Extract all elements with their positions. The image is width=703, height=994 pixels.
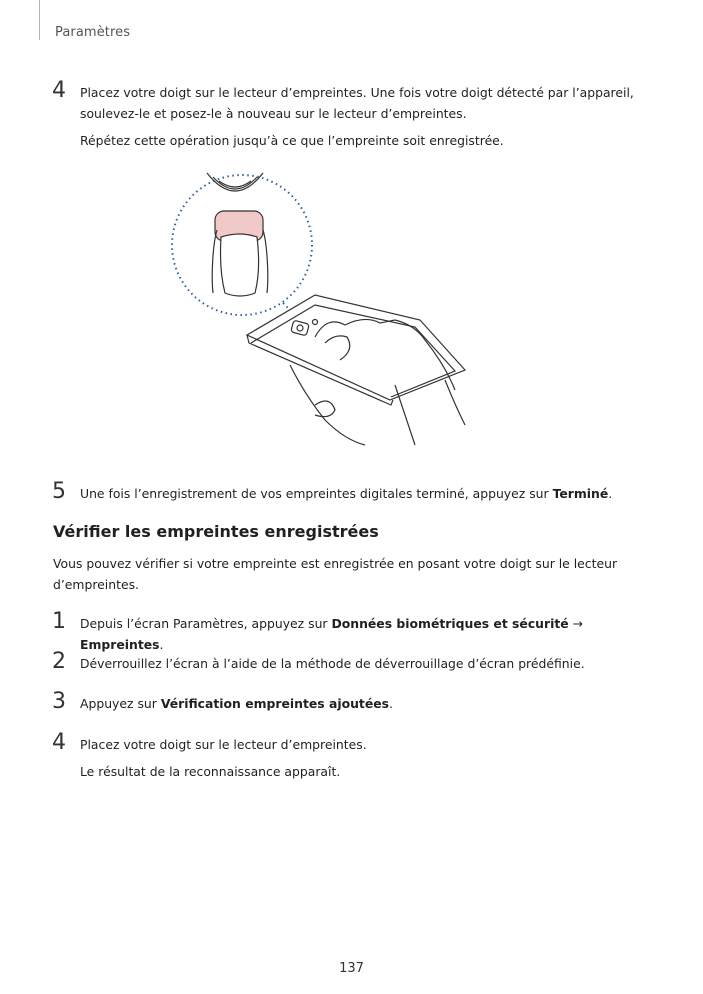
step-text: Placez votre doigt sur le lecteur d’empreintes. — [80, 737, 367, 752]
step-note: Répétez cette opération jusqu’à ce que l’empreinte soit enregistrée. — [80, 133, 504, 148]
phone-hand-illustration — [247, 295, 465, 445]
fingerprint-illustration — [165, 165, 545, 465]
step-number: 4 — [52, 730, 66, 755]
step-number: 1 — [52, 609, 66, 634]
section-heading: Vérifier les empreintes enregistrées — [53, 522, 379, 541]
step-text: Déverrouillez l’écran à l’aide de la méthode de déverrouillage d’écran prédéfinie. — [80, 656, 585, 671]
section-intro: Vous pouvez vérifier si votre empreinte est enregistrée en posant votre doigt sur le lecteur d’empreintes. — [53, 556, 618, 592]
finger-illustration — [207, 173, 268, 296]
step-text-line1: Placez votre doigt sur le lecteur d’empreintes. Une fois votre doigt détecté par l’appareil, — [80, 85, 634, 100]
step-bold-term: Empreintes — [80, 637, 160, 652]
page-header-title: Paramètres — [55, 25, 131, 40]
step-number: 3 — [52, 689, 66, 714]
step-number: 2 — [52, 649, 66, 674]
step-bold-term: Terminé — [552, 486, 609, 501]
step-number: 5 — [52, 479, 66, 504]
step-number: 4 — [52, 78, 66, 103]
step-bold-term: Données biométriques et sécurité — [331, 616, 569, 631]
step-note: Le résultat de la reconnaissance apparaît. — [80, 764, 341, 779]
step-text-line2: soulevez-le et posez-le à nouveau sur le lecteur d’empreintes. — [80, 106, 467, 121]
header-rule — [39, 0, 40, 40]
step-bold-term: Vérification empreintes ajoutées — [160, 696, 390, 711]
page-number: 137 — [339, 961, 364, 976]
step-text: Une fois l’enregistrement de vos empreintes digitales terminé, appuyez sur — [80, 486, 553, 501]
